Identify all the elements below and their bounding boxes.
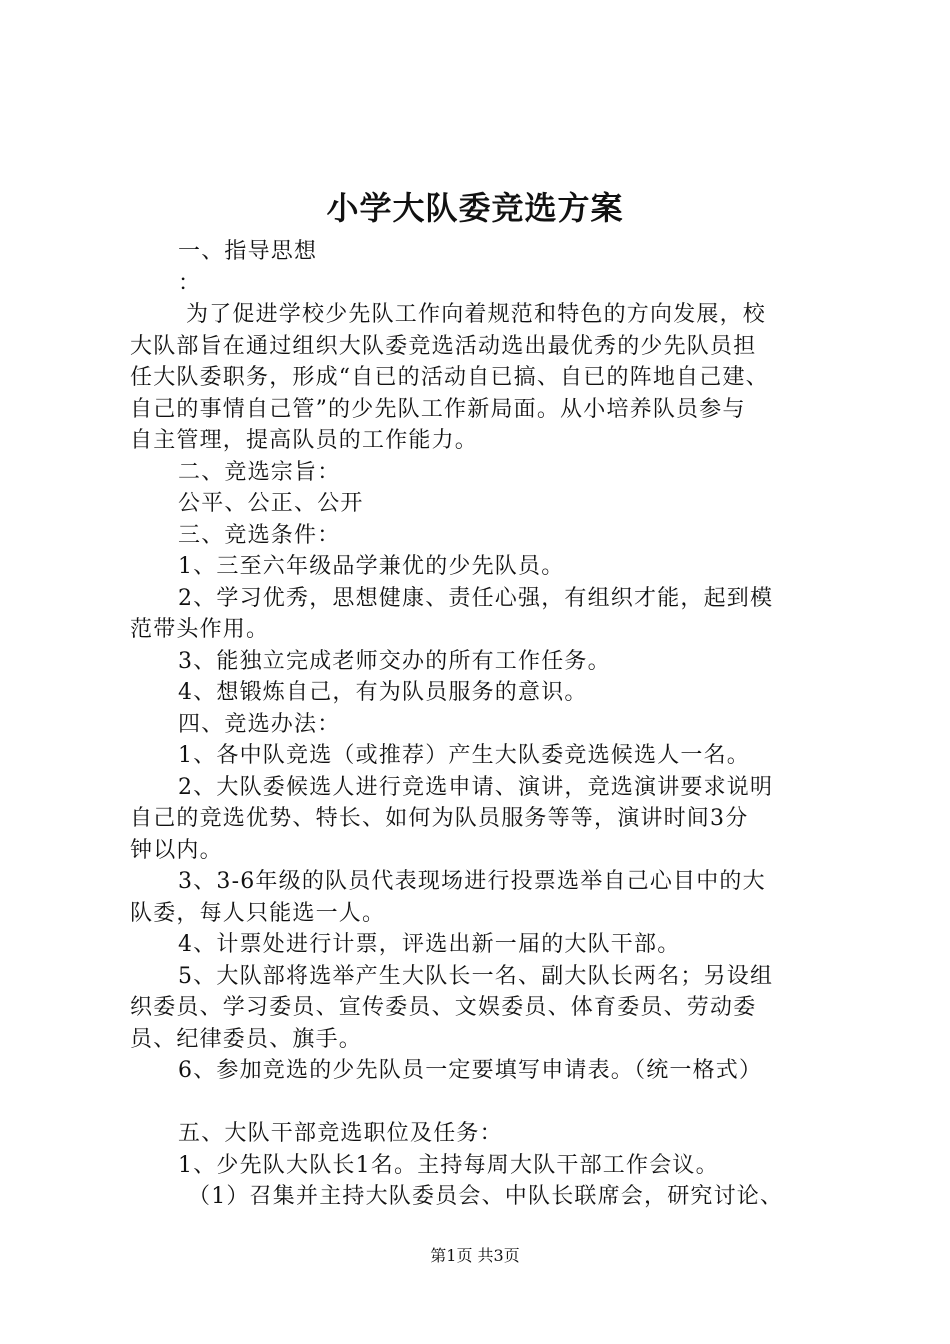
list-item-continuation: 自己的竞选优势、特长、如何为队员服务等等，演讲时间3分 — [130, 806, 749, 831]
paragraph-line: 自己的事情自己管”的少先队工作新局面。从小培养队员参与 — [130, 396, 746, 422]
list-item: 2、学习优秀，思想健康、责任心强，有组织才能，起到模 — [178, 585, 774, 611]
section-heading-conditions: 三、竞选条件： — [178, 522, 341, 548]
list-item: 6、参加竞选的少先队员一定要填写申请表。（统一格式） — [178, 1058, 763, 1083]
list-item: 3、3-6年级的队员代表现场进行投票选举自己心目中的大 — [178, 869, 766, 894]
list-item-continuation: 织委员、学习委员、宣传委员、文娱委员、体育委员、劳动委 — [130, 995, 757, 1020]
paragraph-line: 任大队委职务，形成“自已的活动自已搞、自已的阵地自己建、 — [130, 365, 769, 390]
document-body — [130, 236, 836, 1213]
paragraph-line: 自主管理，提高队员的工作能力。 — [130, 428, 479, 453]
list-item: 1、三至六年级品学兼优的少先队员。 — [178, 554, 565, 579]
page-number-footer: 第1页 共3页 — [430, 1246, 520, 1265]
list-item: 4、想锻炼自己，有为队员服务的意识。 — [178, 680, 588, 705]
section-heading-methods: 四、竞选办法： — [178, 711, 341, 737]
list-item: 2、大队委候选人进行竞选申请、演讲，竞选演讲要求说明 — [178, 774, 774, 800]
document-title: 小学大队委竞选方案 — [326, 189, 624, 227]
paragraph-line: 大队部旨在通过组织大队委竞选活动选出最优秀的少先队员担 — [130, 333, 757, 359]
text-line: 公平、公正、公开 — [178, 491, 364, 516]
list-item: 4、计票处进行计票，评选出新一届的大队干部。 — [178, 932, 681, 957]
list-item-continuation: 范带头作用。 — [130, 617, 270, 642]
section-heading-guiding-ideology: 一、指导思想 — [178, 239, 318, 264]
list-item: 1、各中队竞选（或推荐）产生大队委竞选候选人一名。 — [178, 743, 750, 768]
list-item-continuation: 队委，每人只能选一人。 — [130, 900, 386, 926]
text-line: ： — [178, 270, 202, 296]
list-item: 1、少先队大队长1名。主持每周大队干部工作会议。 — [178, 1152, 719, 1178]
list-item: 5、大队部将选举产生大队长一名、副大队长两名；另设组 — [178, 963, 774, 989]
list-item: 3、能独立完成老师交办的所有工作任务。 — [178, 648, 611, 674]
blank-line — [130, 1087, 836, 1119]
list-item-continuation: 钟以内。 — [130, 837, 223, 863]
section-heading-purpose: 二、竞选宗旨： — [178, 459, 341, 485]
paragraph-line: 为了促进学校少先队工作向着规范和特色的方向发展，校 — [186, 302, 767, 327]
section-heading-positions: 五、大队干部竞选职位及任务： — [178, 1121, 503, 1146]
sub-list-item: （1）召集并主持大队委员会、中队长联席会，研究讨论、 — [188, 1184, 784, 1209]
list-item-continuation: 员、纪律委员、旗手。 — [130, 1026, 363, 1052]
